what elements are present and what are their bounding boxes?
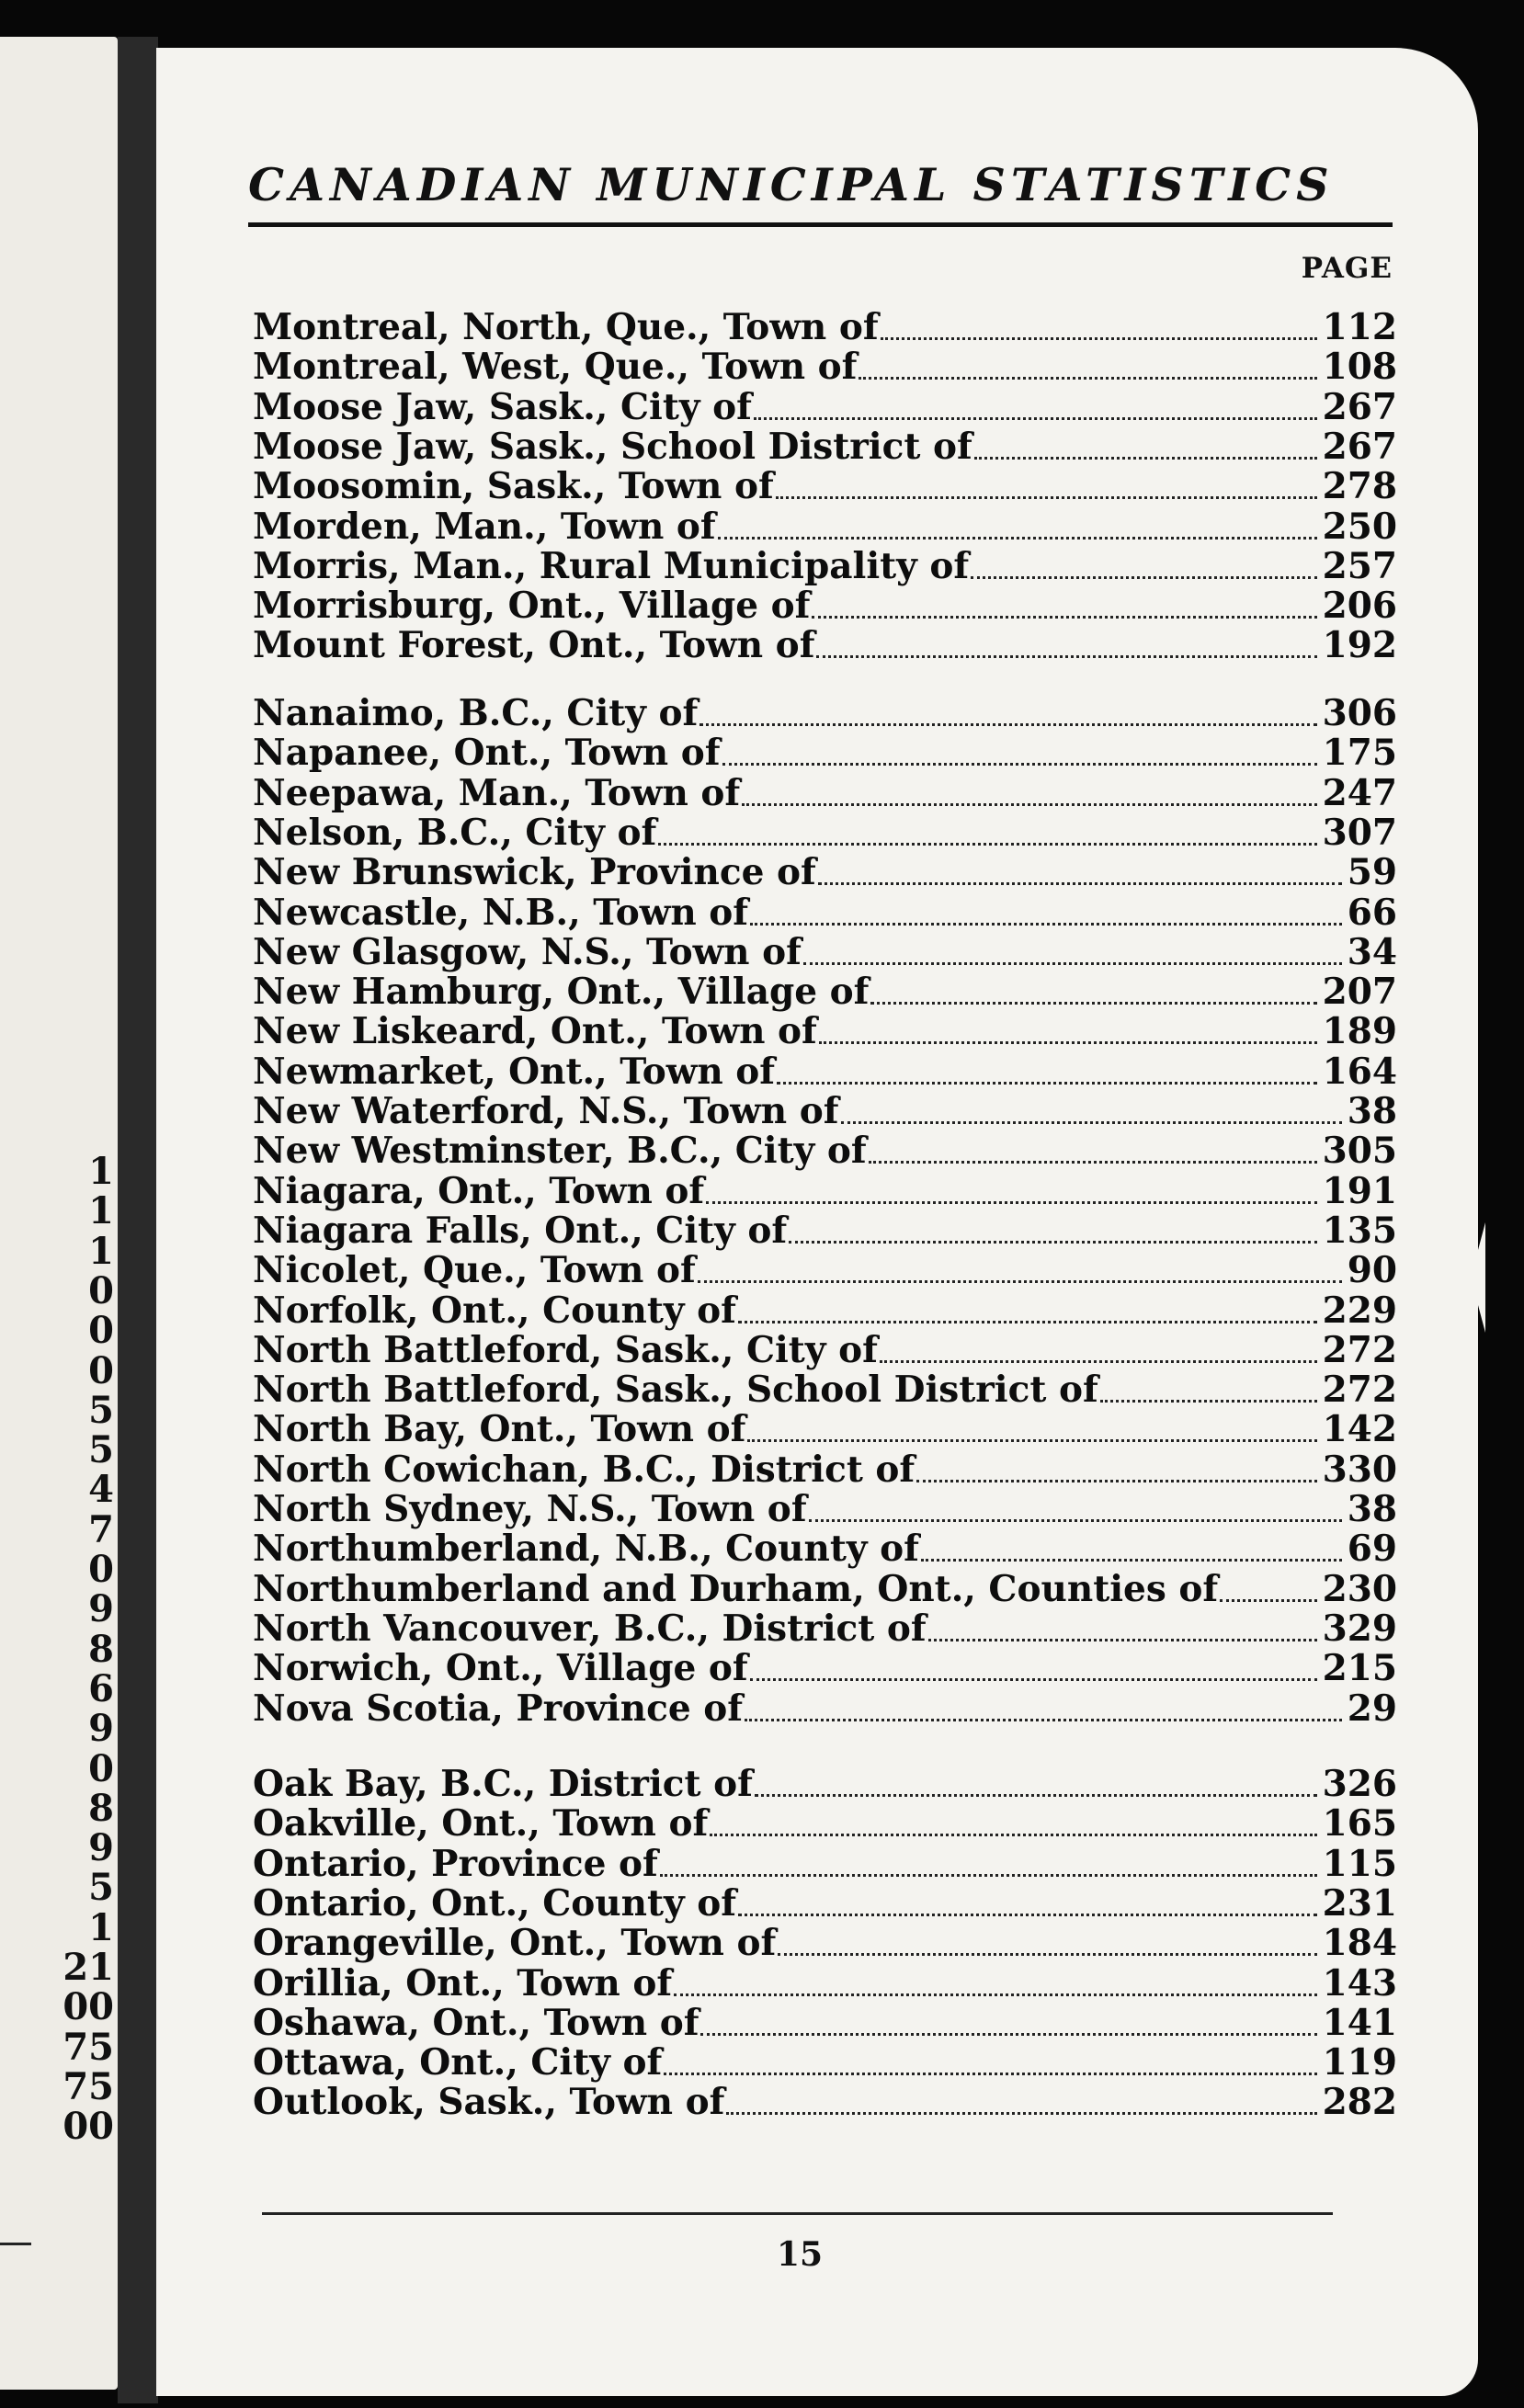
- leader-dots: [754, 417, 1317, 420]
- entry-name: Morrisburg, Ont., Village of: [253, 585, 811, 628]
- entry-name: Nicolet, Que., Town of: [253, 1249, 696, 1292]
- entry-page-number: 175: [1322, 732, 1397, 775]
- leader-dots: [700, 2033, 1316, 2036]
- left-page-edge-digit: 7: [88, 1507, 114, 1551]
- entry-name: Neepawa, Man., Town of: [253, 771, 741, 814]
- left-page-edge-digit: 0: [88, 1268, 114, 1312]
- index-entry: [253, 2081, 1397, 2124]
- index-entry: [253, 1922, 1397, 1965]
- entry-page-number: 38: [1347, 1090, 1397, 1132]
- entry-name: New Hamburg, Ont., Village of: [253, 971, 870, 1014]
- index-entry: [253, 505, 1397, 548]
- left-page-edge-digit: 1: [88, 1905, 114, 1949]
- left-page-edge-digit: 0: [88, 1746, 114, 1790]
- leader-dots: [747, 1439, 1316, 1442]
- index-entry: [253, 544, 1397, 587]
- entry-name: Nanaimo, B.C., City of: [253, 692, 699, 734]
- entry-page-number: 189: [1322, 1010, 1397, 1053]
- index-entry: [253, 2041, 1397, 2084]
- left-page-edge-digit: 5: [88, 1388, 114, 1432]
- index-entry: [253, 1528, 1397, 1571]
- index-entry: [253, 1647, 1397, 1690]
- entry-name: Outlook, Sask., Town of: [253, 2081, 725, 2124]
- left-page-edge-digit: 21: [63, 1946, 114, 1989]
- entry-name: Orangeville, Ont., Town of: [253, 1922, 777, 1965]
- entry-page-number: 272: [1322, 1369, 1397, 1412]
- entry-name: North Battleford, Sask., City of: [253, 1328, 878, 1371]
- entry-page-number: 326: [1322, 1763, 1397, 1805]
- entry-page-number: 267: [1322, 385, 1397, 428]
- entry-name: Newcastle, N.B., Town of: [253, 891, 749, 934]
- left-page-edge-digit: 4: [88, 1468, 114, 1512]
- entry-page-number: 108: [1322, 346, 1397, 389]
- leader-dots: [818, 882, 1342, 885]
- leader-dots: [881, 337, 1317, 340]
- left-page-edge-digit: 9: [88, 1826, 114, 1870]
- index-entry: [253, 1567, 1397, 1610]
- entry-page-number: 330: [1322, 1448, 1397, 1491]
- entry-page-number: 90: [1347, 1249, 1397, 1292]
- entry-name: Ontario, Ont., County of: [253, 1881, 737, 1925]
- entry-page-number: 143: [1322, 1961, 1397, 2005]
- index-entry: [253, 1687, 1397, 1730]
- entry-page-number: 306: [1322, 692, 1397, 734]
- entry-page-number: 141: [1322, 2001, 1397, 2044]
- footer-rule: [262, 2212, 1333, 2215]
- index-entry: [253, 811, 1397, 854]
- page-column-heading: PAGE: [1301, 252, 1393, 285]
- entry-name: Napanee, Ont., Town of: [253, 732, 721, 775]
- entry-name: North Cowichan, B.C., District of: [253, 1448, 916, 1491]
- entry-name: North Vancouver, B.C., District of: [253, 1607, 927, 1650]
- entry-page-number: 230: [1322, 1567, 1397, 1610]
- index-entry: [253, 1488, 1397, 1530]
- entry-page-number: 184: [1322, 1922, 1397, 1965]
- entry-page-number: 115: [1322, 1842, 1397, 1885]
- entry-name: North Sydney, N.S., Town of: [253, 1488, 807, 1530]
- entry-page-number: 215: [1322, 1647, 1397, 1690]
- leader-dots: [738, 1321, 1317, 1323]
- left-page-edge-digit: 0: [88, 1348, 114, 1392]
- leader-dots: [710, 1834, 1316, 1836]
- leader-dots: [974, 457, 1317, 460]
- entry-name: North Bay, Ont., Town of: [253, 1408, 746, 1451]
- left-page-edge-digit: 0: [88, 1309, 114, 1353]
- book-spine: [118, 37, 158, 2403]
- left-page-edge-digit: 00: [63, 2105, 114, 2149]
- entry-name: Norfolk, Ont., County of: [253, 1289, 736, 1332]
- entry-name: Niagara, Ont., Town of: [253, 1169, 705, 1212]
- leader-dots: [1220, 1599, 1316, 1602]
- leader-dots: [722, 763, 1317, 766]
- left-page-edge-digit: 75: [63, 2025, 114, 2069]
- leader-dots: [777, 1082, 1317, 1085]
- index-entry: [253, 1881, 1397, 1925]
- index-entry: [253, 1763, 1397, 1805]
- leader-dots: [880, 1360, 1317, 1363]
- entry-page-number: 229: [1322, 1289, 1397, 1332]
- index-entry: [253, 624, 1397, 667]
- leader-dots: [816, 655, 1316, 658]
- index-entry: [253, 1050, 1397, 1093]
- header-rule: [248, 222, 1393, 227]
- index-entry: [253, 851, 1397, 894]
- index-entry: [253, 1369, 1397, 1412]
- entry-page-number: 257: [1322, 544, 1397, 587]
- index-entry: [253, 1408, 1397, 1451]
- entry-page-number: 34: [1347, 930, 1397, 973]
- entry-name: Morris, Man., Rural Municipality of: [253, 544, 970, 587]
- leader-dots: [928, 1639, 1317, 1641]
- entry-name: New Waterford, N.S., Town of: [253, 1090, 839, 1132]
- left-page-edge-digit: 0: [88, 1548, 114, 1591]
- entry-page-number: 282: [1322, 2081, 1397, 2124]
- leader-dots: [809, 1519, 1342, 1522]
- entry-name: Norwich, Ont., Village of: [253, 1647, 748, 1690]
- left-page-edge-digit: 1: [88, 1150, 114, 1193]
- index-entry: [253, 971, 1397, 1014]
- left-page-edge-digits: [63, 37, 114, 2390]
- leader-dots: [859, 377, 1316, 380]
- leader-dots: [971, 576, 1316, 579]
- leader-dots: [776, 496, 1317, 499]
- entry-page-number: 66: [1347, 891, 1397, 934]
- index-entry: [253, 1209, 1397, 1252]
- index-entry: [253, 891, 1397, 934]
- leader-dots: [916, 1480, 1316, 1482]
- leader-dots: [698, 1280, 1342, 1283]
- entry-name: Moosomin, Sask., Town of: [253, 465, 774, 508]
- leader-dots: [742, 803, 1316, 806]
- entry-name: New Brunswick, Province of: [253, 851, 816, 894]
- index-entry: [253, 1448, 1397, 1491]
- leader-dots: [812, 616, 1316, 619]
- index-entry: [253, 346, 1397, 389]
- left-page-edge: [0, 37, 118, 2390]
- index-entry: [253, 732, 1397, 775]
- left-page-edge-digit: 1: [88, 1189, 114, 1233]
- entry-page-number: 165: [1322, 1802, 1397, 1846]
- left-page-edge-digit: 9: [88, 1587, 114, 1631]
- entry-name: Oak Bay, B.C., District of: [253, 1763, 753, 1805]
- leader-dots: [660, 1874, 1317, 1877]
- index-entry: [253, 2001, 1397, 2044]
- entry-page-number: 69: [1347, 1528, 1397, 1571]
- leader-dots: [699, 723, 1316, 726]
- entry-page-number: 272: [1322, 1328, 1397, 1371]
- entry-name: Moose Jaw, Sask., School District of: [253, 425, 972, 468]
- leader-dots: [1100, 1400, 1317, 1403]
- entry-name: New Glasgow, N.S., Town of: [253, 930, 802, 973]
- leader-dots: [869, 1161, 1317, 1164]
- entry-name: Oakville, Ont., Town of: [253, 1802, 709, 1846]
- left-page-edge-digit: 75: [63, 2064, 114, 2108]
- entry-page-number: 59: [1347, 851, 1397, 894]
- entry-page-number: 112: [1322, 306, 1397, 348]
- left-page-edge-digit: 8: [88, 1786, 114, 1830]
- entry-page-number: 142: [1322, 1408, 1397, 1451]
- entry-name: Ontario, Province of: [253, 1842, 658, 1885]
- leader-dots: [674, 1993, 1316, 1996]
- entry-page-number: 278: [1322, 465, 1397, 508]
- entry-name: Nova Scotia, Province of: [253, 1687, 743, 1730]
- entry-name: New Westminster, B.C., City of: [253, 1130, 867, 1173]
- index-entry: [253, 385, 1397, 428]
- leader-dots: [745, 1719, 1342, 1721]
- leader-dots: [803, 962, 1342, 965]
- entry-page-number: 164: [1322, 1050, 1397, 1093]
- entry-name: Nelson, B.C., City of: [253, 811, 657, 854]
- leader-dots: [706, 1201, 1316, 1204]
- index-entry: [253, 1169, 1397, 1212]
- index-entry: [253, 1010, 1397, 1053]
- entry-name: North Battleford, Sask., School District of: [253, 1369, 1098, 1412]
- entry-page-number: 267: [1322, 425, 1397, 468]
- leader-dots: [750, 1678, 1317, 1681]
- entry-name: Orillia, Ont., Town of: [253, 1961, 673, 2005]
- entry-page-number: 305: [1322, 1130, 1397, 1173]
- entry-page-number: 29: [1347, 1687, 1397, 1730]
- leader-dots: [738, 1914, 1317, 1916]
- index-entry: [253, 465, 1397, 508]
- leader-dots: [819, 1041, 1317, 1044]
- leader-dots: [755, 1794, 1317, 1797]
- leader-dots: [750, 923, 1342, 926]
- entry-page-number: 206: [1322, 585, 1397, 628]
- leader-dots: [718, 537, 1317, 540]
- entry-page-number: 119: [1322, 2041, 1397, 2084]
- index-page: [156, 48, 1478, 2396]
- entry-name: Montreal, West, Que., Town of: [253, 346, 858, 389]
- left-page-edge-digit: 1: [88, 1229, 114, 1273]
- entry-name: Newmarket, Ont., Town of: [253, 1050, 776, 1093]
- left-page-edge-digit: 9: [88, 1707, 114, 1751]
- index-entry: [253, 1130, 1397, 1173]
- left-page-edge-digit: 5: [88, 1866, 114, 1910]
- left-page-edge-digit: 6: [88, 1666, 114, 1710]
- entry-page-number: 192: [1322, 624, 1397, 667]
- index-entry: [253, 306, 1397, 348]
- entry-page-number: 307: [1322, 811, 1397, 854]
- entry-name: Montreal, North, Que., Town of: [253, 306, 879, 348]
- leader-dots: [789, 1241, 1316, 1244]
- entry-name: Ottawa, Ont., City of: [253, 2041, 663, 2084]
- index-entry: [253, 1289, 1397, 1332]
- index-entry: [253, 585, 1397, 628]
- leader-dots: [870, 1002, 1316, 1005]
- entry-name: Morden, Man., Town of: [253, 505, 716, 548]
- page-clip-mark: [1471, 1222, 1485, 1333]
- entry-page-number: 329: [1322, 1607, 1397, 1650]
- leader-dots: [726, 2112, 1316, 2115]
- entry-page-number: 191: [1322, 1169, 1397, 1212]
- index-entry: [253, 930, 1397, 973]
- index-entry: [253, 1328, 1397, 1371]
- index-entry: [253, 425, 1397, 468]
- index-entry: [253, 1961, 1397, 2005]
- page-number: 15: [776, 2235, 824, 2274]
- left-page-edge-digit: 00: [63, 1985, 114, 2029]
- leader-dots: [658, 843, 1316, 846]
- entry-name: Northumberland, N.B., County of: [253, 1528, 919, 1571]
- entry-name: New Liskeard, Ont., Town of: [253, 1010, 817, 1053]
- index-entry: [253, 1802, 1397, 1846]
- leader-dots: [921, 1559, 1342, 1562]
- entry-name: Northumberland and Durham, Ont., Counties of: [253, 1567, 1219, 1610]
- index-entry: [253, 692, 1397, 734]
- index-entry: [253, 1249, 1397, 1292]
- running-header: CANADIAN MUNICIPAL STATISTICS: [248, 158, 1335, 211]
- index-entry: [253, 1607, 1397, 1650]
- entry-page-number: 247: [1322, 771, 1397, 814]
- leader-dots: [664, 2073, 1316, 2075]
- entry-page-number: 231: [1322, 1881, 1397, 1925]
- entry-page-number: 135: [1322, 1209, 1397, 1252]
- leader-dots: [778, 1953, 1316, 1956]
- entry-name: Niagara Falls, Ont., City of: [253, 1209, 788, 1252]
- entry-name: Moose Jaw, Sask., City of: [253, 385, 752, 428]
- index-entry: [253, 771, 1397, 814]
- entry-name: Mount Forest, Ont., Town of: [253, 624, 815, 667]
- leader-dots: [841, 1121, 1342, 1124]
- index-entry: [253, 1090, 1397, 1132]
- left-page-rule: [0, 2243, 31, 2245]
- entry-page-number: 207: [1322, 971, 1397, 1014]
- index-entry: [253, 1842, 1397, 1885]
- entry-page-number: 38: [1347, 1488, 1397, 1530]
- left-page-edge-digit: 5: [88, 1428, 114, 1472]
- entry-page-number: 250: [1322, 505, 1397, 548]
- entry-name: Oshawa, Ont., Town of: [253, 2001, 699, 2044]
- left-page-edge-digit: 8: [88, 1627, 114, 1671]
